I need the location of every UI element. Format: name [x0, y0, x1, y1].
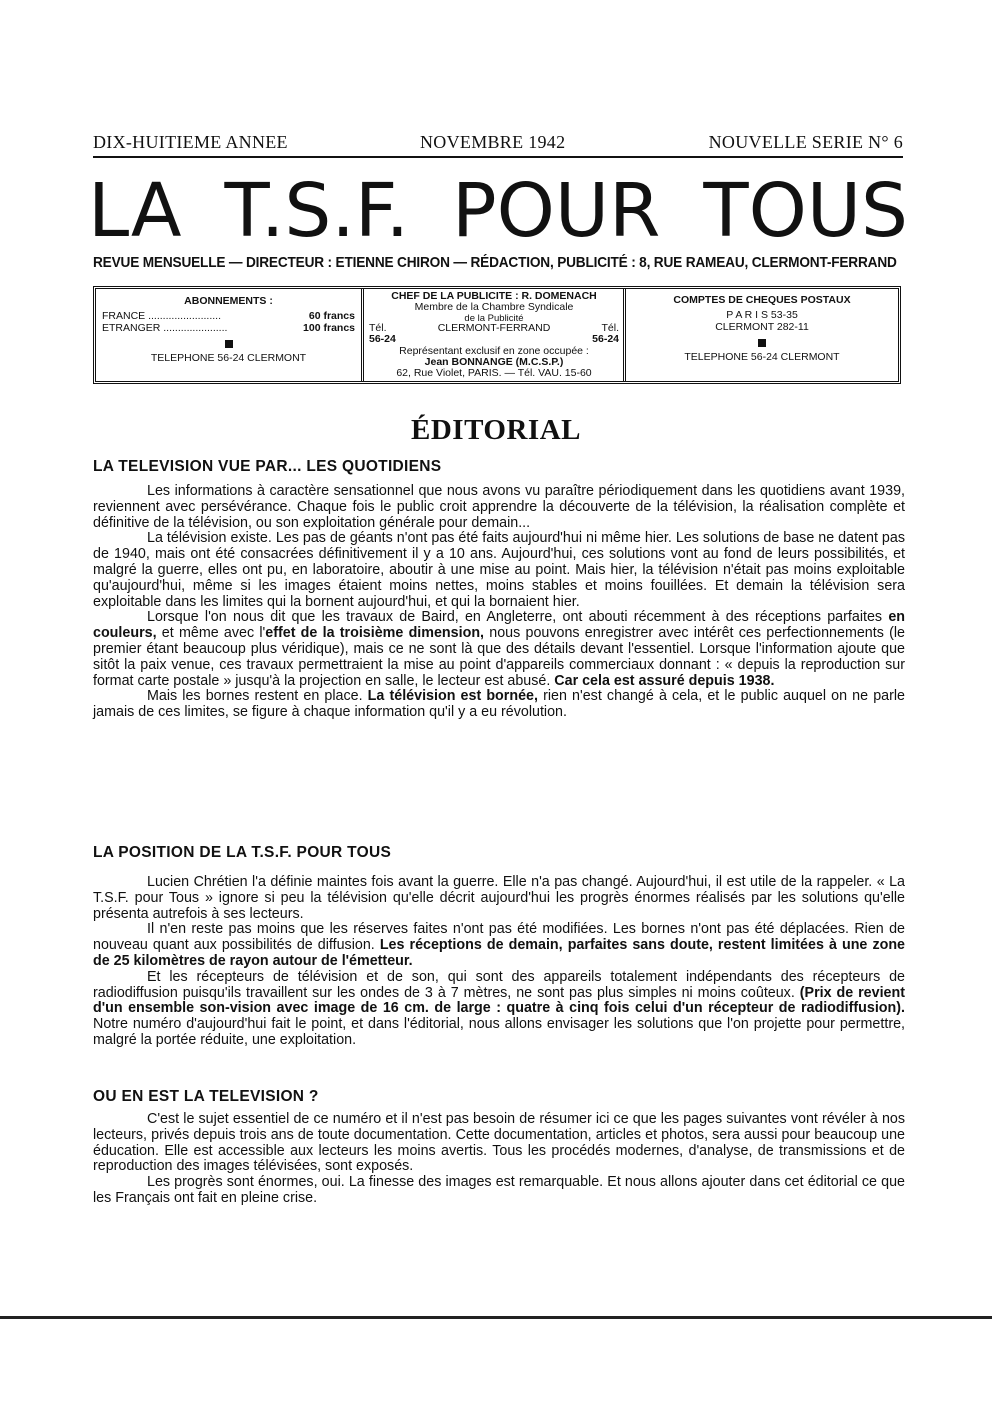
paragraph: Lorsque l'on nous dit que les travaux de Baird, en Angleterre, ont abouti récemment à des réceptions parfaites en couleurs, et même avec l'effet de la troisième dimension, nous pouvons enregistrer avec intérêt ces perfectionnements (le premier étant beaucoup plus véridique), mais ce ne sont là que des détails devant l'essentiel. Lorsque l'information ajoute que sitôt la paix venue, ces travaux permettraient la mise au point d'appareils commerciaux donnant : « depuis la reproduction sur format carte postale » jusqu'à la projection en salle, le lecteur est abusé. Car cela est assuré depuis 1938.	[93, 609, 905, 689]
section-heading: OU EN EST LA TELEVISION ?	[93, 1088, 319, 1105]
masthead-title	[88, 168, 908, 254]
subscriptions-panel	[96, 289, 364, 381]
tel-label: Tél.	[369, 321, 387, 334]
paragraph: Il n'en reste pas moins que les réserves faites n'ont pas été modifiées. Les bornes n'ont pas été déplacées. Rien de nouveau quant aux possibilités de diffusion. Les réceptions de demain, parfaites sans doute, restent limitées à une zone de 25 kilomètres de rayon autour de l'émetteur.	[93, 921, 906, 969]
advertising-line: Membre de la Chambre Syndicale	[414, 301, 574, 314]
france-label: FRANCE .........................	[102, 310, 222, 323]
section-heading: LA POSITION DE LA T.S.F. POUR TOUS	[93, 844, 392, 861]
representative-address: 62, Rue Violet, PARIS. — Tél. VAU. 15-60	[396, 367, 592, 380]
masthead-word: LA	[88, 168, 182, 254]
paragraph: Et les récepteurs de télévision et de son, qui sont des appareils totalement indépendants des récepteurs de radiodiffusion puisqu'ils travaillent sur les ondes de 3 à 7 mètres, ne sont pas plus simples ni moins coûteux. (Prix de revient d'un ensemble son-vision avec image de 16 cm. de large : quatre à cinq fois celui d'un récepteur de radiodiffusion). Notre numéro d'aujourd'hui fait le point, et dans l'éditorial, nous allons envisager les solutions que l'on projette pour permettre, malgré la portée réduite, une exploitation.	[93, 968, 906, 1048]
bullet-square-icon	[225, 340, 233, 348]
issue-series: NOUVELLE SERIE N° 6	[708, 132, 903, 152]
issue-line	[93, 130, 903, 156]
paragraph: Lucien Chrétien l'a définie maintes fois avant la guerre. Elle n'a pas changé. Aujourd'hui, il est utile de la rappeler. « La T.S.F. pour Tous » ignore si peu la télévision qu'elle décrit aujourd'hui les progrès énormes réalisés par les solutions qu'elle présenta autrefois à ses lecteurs.	[93, 874, 905, 922]
section-2-body	[93, 875, 905, 1049]
tel-label: Tél.	[601, 321, 619, 334]
masthead-subtitle: REVUE MENSUELLE — DIRECTEUR : ETIENNE CHIRON — RÉDACTION, PUBLICITÉ : 8, RUE RAMEAU, CLERMONT-FERRAND	[93, 254, 897, 271]
masthead-word: TOUS	[703, 168, 908, 254]
issue-year: DIX-HUITIEME ANNEE	[93, 132, 288, 152]
advertising-panel	[364, 289, 626, 381]
section-heading: LA TELEVISION VUE PAR... LES QUOTIDIENS	[93, 458, 442, 475]
advertising-title: CHEF DE LA PUBLICITE : R. DOMENACH	[391, 290, 597, 302]
paragraph: Les informations à caractère sensationnel que nous avons vu paraître périodiquement dans les quotidiens avant 1939, reviennent avec persévérance. Chaque fois le public croit apprendre la découverte de la télévision, la réalisation complète et définitive de la télévision, ou son exploitation générale pour demain...	[93, 483, 905, 531]
postal-paris: P A R I S 53-35	[726, 309, 798, 322]
tel-number: 56-24	[592, 333, 619, 346]
tel-number: 56-24	[369, 333, 396, 346]
page-bottom-rule	[0, 1316, 992, 1319]
editorial-title: ÉDITORIAL	[411, 414, 581, 446]
postal-telephone: TELEPHONE 56-24 CLERMONT	[684, 351, 840, 364]
advertising-line: de la Publicité	[464, 312, 524, 324]
france-price: 60 francs	[308, 310, 355, 323]
issue-date: NOVEMBRE 1942	[420, 132, 566, 152]
section-1-body	[93, 484, 905, 721]
etranger-price: 100 francs	[303, 321, 355, 334]
postal-accounts-title: COMPTES DE CHEQUES POSTAUX	[673, 294, 851, 306]
subscriptions-title: ABONNEMENTS :	[184, 295, 273, 307]
paragraph: Les progrès sont énormes, oui. La finesse des images est remarquable. Et nous allons ajouter dans cet éditorial ce que les Français ont fait en pleine crise.	[93, 1174, 905, 1206]
bullet-square-icon	[758, 339, 766, 347]
paragraph: C'est le sujet essentiel de ce numéro et il n'est pas besoin de résumer ici ce que les pages suivantes vont révéler à nos lecteurs, privés depuis trois ans de toute documentation. Cette documentation, articles et photos, sera aussi pour beaucoup une éducation. Elle est accessible aux lecteurs les moins avertis. Tous les procédés modernes, d'analyse, de transmissions et de reproduction des images télévisées, sont exposés.	[93, 1111, 905, 1175]
masthead-word: T.S.F.	[224, 168, 410, 254]
subscriptions-telephone: TELEPHONE 56-24 CLERMONT	[150, 352, 307, 365]
section-3-body	[93, 1112, 905, 1207]
advertising-city: CLERMONT-FERRAND	[437, 321, 551, 334]
masthead-word: POUR	[452, 168, 661, 254]
representative-name: Jean BONNANGE (M.C.S.P.)	[424, 356, 564, 369]
info-box	[93, 286, 901, 384]
postal-accounts-panel	[626, 289, 898, 381]
etranger-label: ETRANGER ......................	[102, 321, 228, 334]
header-rule	[93, 156, 903, 158]
paragraph: La télévision existe. Les pas de géants n'ont pas été faits aujourd'hui ni même hier. Les solutions de base ne datent pas de 1940, mais ont été consacrées définitivement il y a 10 ans. Aujourd'hui, ces solutions vont au fond de leurs possibilités, et malgré la guerre, elles ont pu, en laboratoire, aboutir à une mise au point. Mais hier, la télévision n'était pas moins exploitable qu'aujourd'hui, même si les images étaient moins nettes, moins stables et moins fouillées. Et demain la télévision sera exploitable dans les limites qui la bornent aujourd'hui, et qui la bornaient hier.	[93, 530, 905, 610]
paragraph: Mais les bornes restent en place. La télévision est bornée, rien n'est changé à cela, et le public auquel on ne parle jamais de ces limites, se figure à chaque information qu'il y a eu révolution.	[93, 688, 905, 721]
postal-clermont: CLERMONT 282-11	[715, 320, 809, 333]
representative-label: Représentant exclusif en zone occupée :	[399, 344, 589, 357]
